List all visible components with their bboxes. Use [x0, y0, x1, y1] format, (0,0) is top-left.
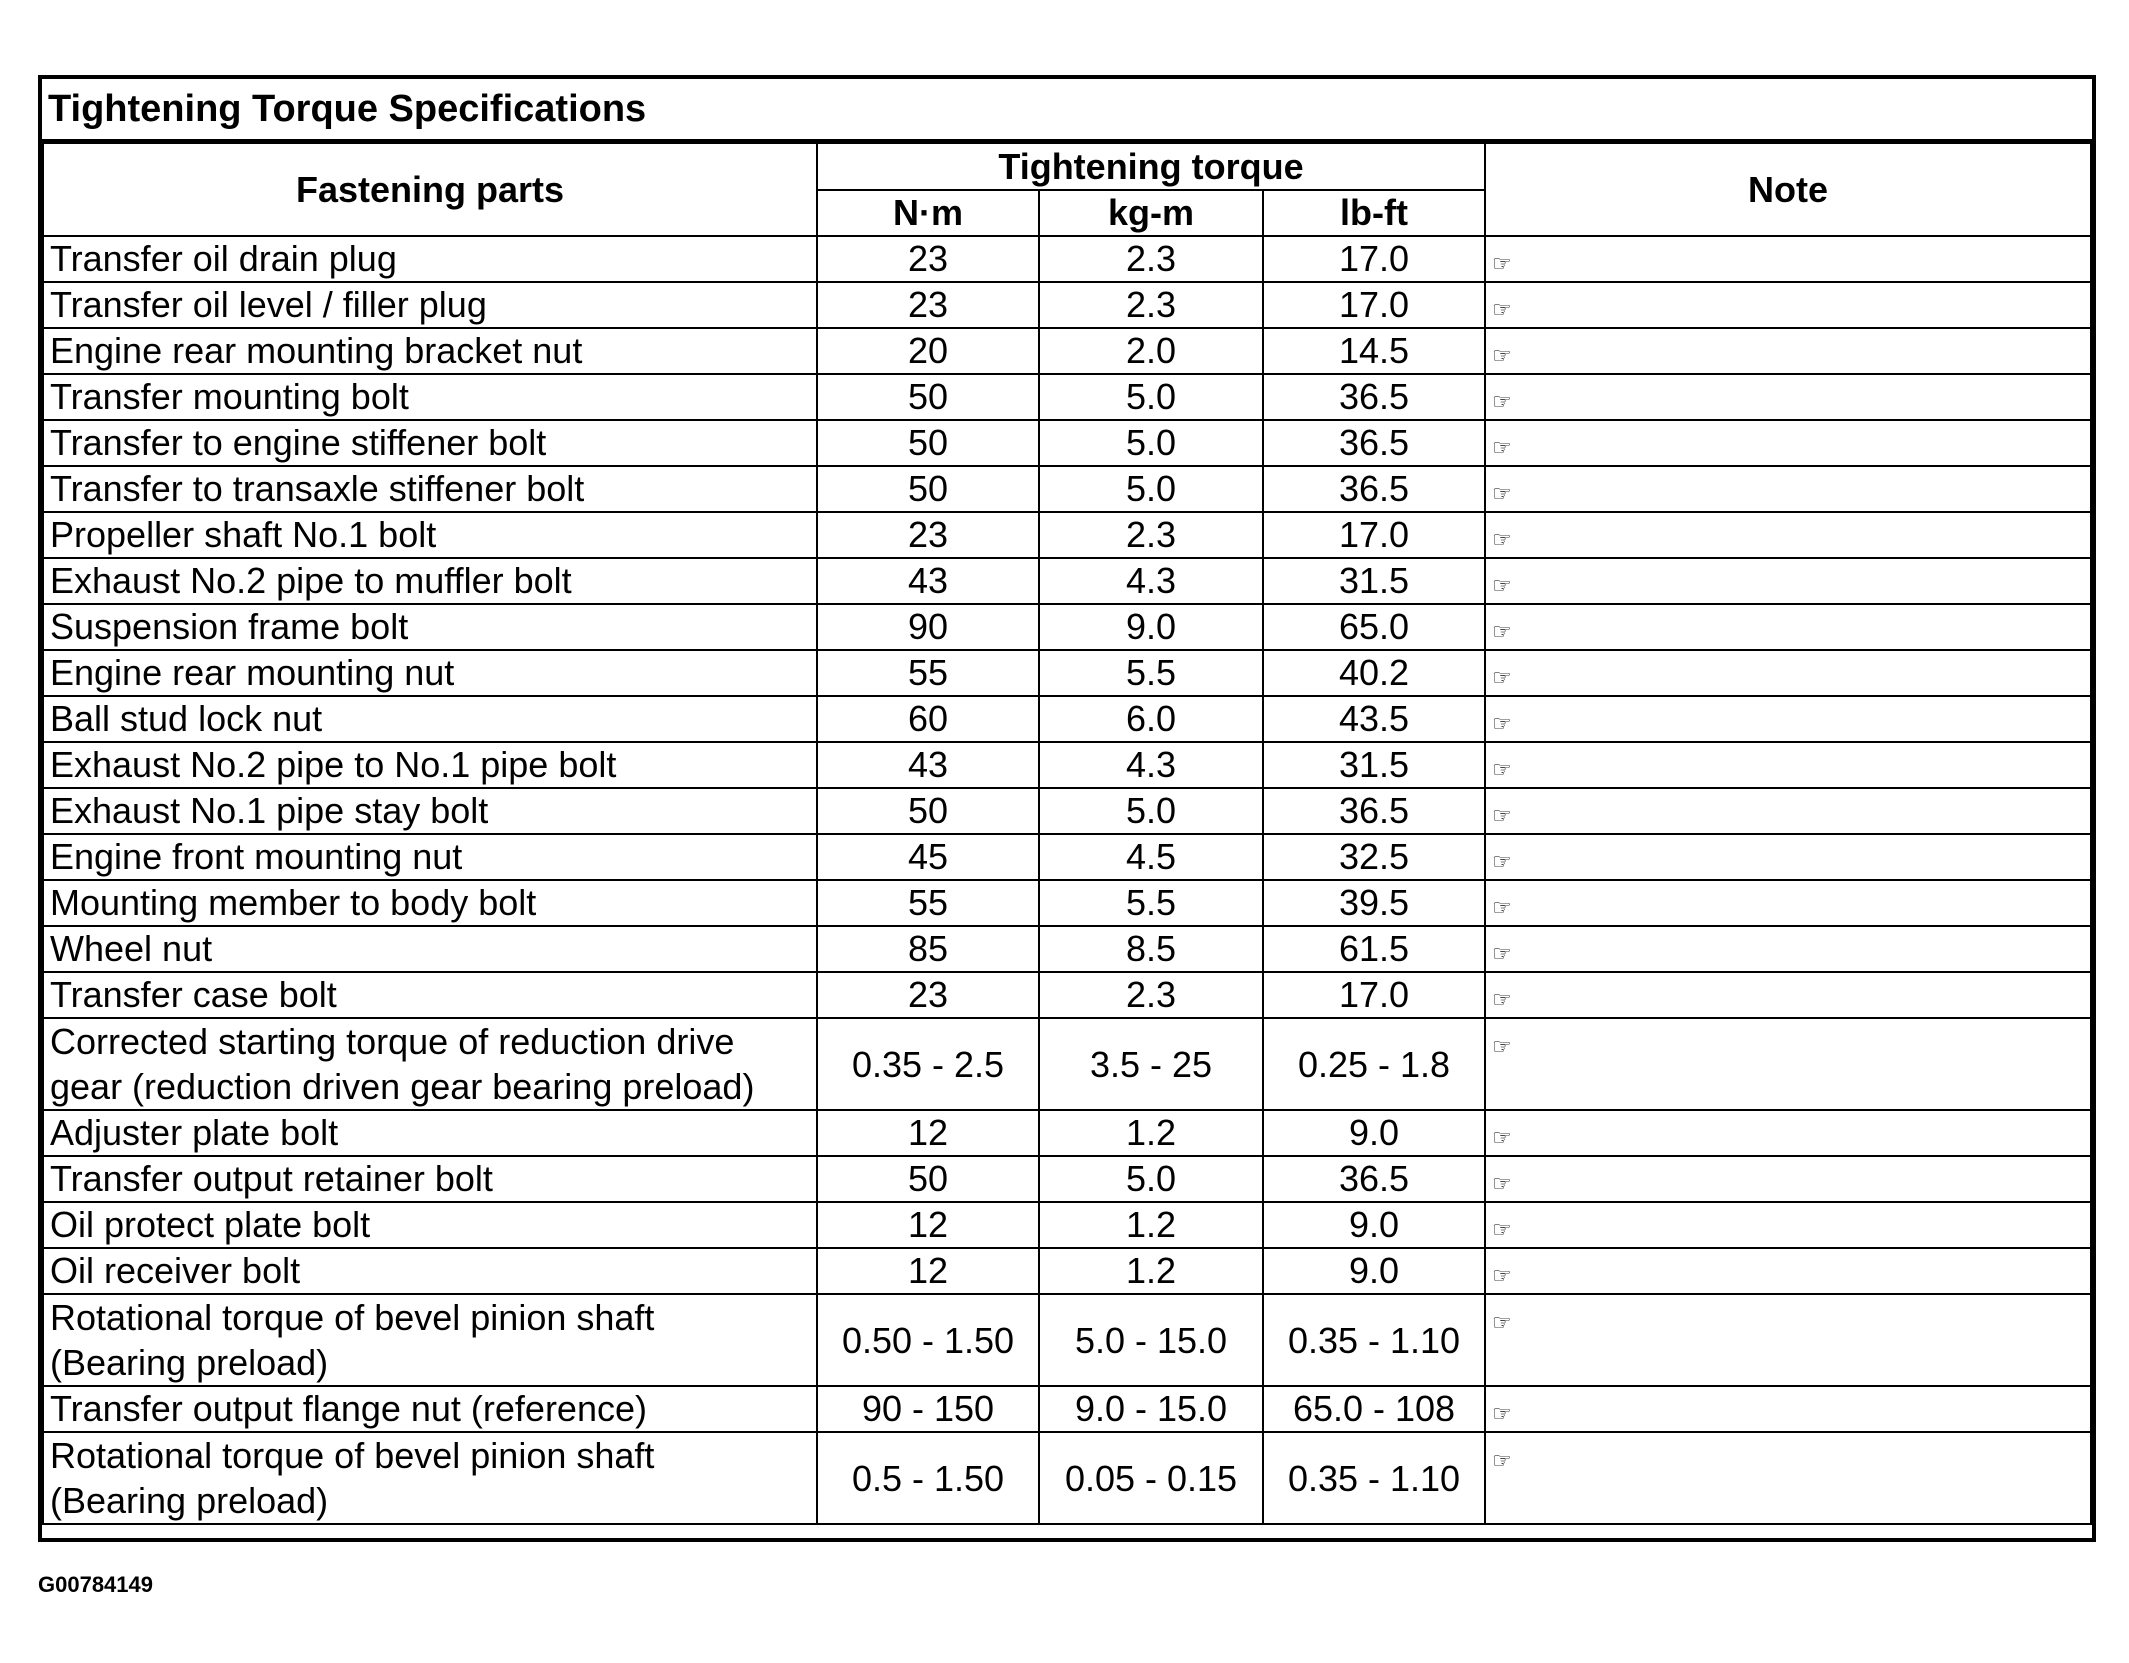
- torque-nm-cell: 50: [817, 420, 1039, 466]
- torque-kgm-cell: 8.5: [1039, 926, 1263, 972]
- torque-lbft-cell: 32.5: [1263, 834, 1485, 880]
- torque-lbft-cell: 31.5: [1263, 558, 1485, 604]
- fastening-part-text: Oil protect plate bolt: [50, 1204, 371, 1245]
- torque-nm-cell: 0.50 - 1.50: [817, 1294, 1039, 1386]
- torque-nm-cell: 90: [817, 604, 1039, 650]
- torque-nm-cell: 23: [817, 282, 1039, 328]
- header-nm: N·m: [817, 190, 1039, 236]
- table-row: [43, 926, 2091, 972]
- torque-kgm-cell: 5.0: [1039, 788, 1263, 834]
- fastening-part-text: Oil receiver bolt: [50, 1250, 301, 1291]
- table-row: [43, 1018, 2091, 1110]
- torque-kgm-cell: 5.0: [1039, 466, 1263, 512]
- table-title: Tightening Torque Specifications: [42, 79, 2092, 142]
- pointing-hand-icon: ☞: [1492, 1310, 1512, 1335]
- note-cell: [1485, 604, 2091, 650]
- note-cell: [1485, 374, 2091, 420]
- torque-lbft-cell: 36.5: [1263, 1156, 1485, 1202]
- torque-nm-cell: 20: [817, 328, 1039, 374]
- table-row: [43, 1386, 2091, 1432]
- torque-nm-cell: 12: [817, 1110, 1039, 1156]
- fastening-part-text: Engine front mounting nut: [50, 836, 463, 877]
- table-row: [43, 1202, 2091, 1248]
- fastening-part-text: Propeller shaft No.1 bolt: [50, 514, 437, 555]
- pointing-hand-icon: ☞: [1492, 803, 1512, 828]
- fastening-part-cell: [43, 926, 817, 972]
- torque-nm-cell: 60: [817, 696, 1039, 742]
- torque-kgm-cell: 4.3: [1039, 742, 1263, 788]
- header-kgm: kg-m: [1039, 190, 1263, 236]
- fastening-part-cell: [43, 1386, 817, 1432]
- torque-nm-cell: 90 - 150: [817, 1386, 1039, 1432]
- fastening-part-cell: [43, 420, 817, 466]
- pointing-hand-icon: ☞: [1492, 711, 1512, 736]
- fastening-part-cell: [43, 466, 817, 512]
- torque-lbft-cell: 9.0: [1263, 1110, 1485, 1156]
- torque-lbft-cell: 9.0: [1263, 1248, 1485, 1294]
- note-cell: [1485, 1110, 2091, 1156]
- torque-lbft-cell: 0.35 - 1.10: [1263, 1432, 1485, 1524]
- fastening-part-text-line2: (Bearing preload): [50, 1342, 329, 1383]
- fastening-part-text: Corrected starting torque of reduction drive: [50, 1021, 735, 1062]
- fastening-part-cell: [43, 1248, 817, 1294]
- pointing-hand-icon: ☞: [1492, 757, 1512, 782]
- fastening-part-text: Transfer output flange nut (reference): [50, 1388, 647, 1429]
- torque-kgm-cell: 0.05 - 0.15: [1039, 1432, 1263, 1524]
- torque-nm-cell: 23: [817, 512, 1039, 558]
- pointing-hand-icon: ☞: [1492, 435, 1512, 460]
- pointing-hand-icon: ☞: [1492, 1448, 1512, 1473]
- torque-lbft-cell: 36.5: [1263, 420, 1485, 466]
- table-row: [43, 466, 2091, 512]
- table-row: [43, 604, 2091, 650]
- torque-lbft-cell: 0.25 - 1.8: [1263, 1018, 1485, 1110]
- fastening-part-text: Exhaust No.2 pipe to muffler bolt: [50, 560, 572, 601]
- fastening-part-cell: [43, 650, 817, 696]
- table-row: [43, 1248, 2091, 1294]
- torque-kgm-cell: 2.3: [1039, 512, 1263, 558]
- torque-lbft-cell: 17.0: [1263, 972, 1485, 1018]
- torque-lbft-cell: 17.0: [1263, 236, 1485, 282]
- note-cell: [1485, 282, 2091, 328]
- table-row: [43, 788, 2091, 834]
- pointing-hand-icon: ☞: [1492, 481, 1512, 506]
- torque-lbft-cell: 0.35 - 1.10: [1263, 1294, 1485, 1386]
- torque-kgm-cell: 5.5: [1039, 650, 1263, 696]
- fastening-part-cell: [43, 604, 817, 650]
- table-row: [43, 328, 2091, 374]
- fastening-part-text: Rotational torque of bevel pinion shaft: [50, 1435, 655, 1476]
- torque-lbft-cell: 9.0: [1263, 1202, 1485, 1248]
- torque-nm-cell: 50: [817, 1156, 1039, 1202]
- table-row: [43, 420, 2091, 466]
- fastening-part-cell: [43, 558, 817, 604]
- table-row: [43, 1156, 2091, 1202]
- torque-kgm-cell: 2.3: [1039, 972, 1263, 1018]
- torque-kgm-cell: 1.2: [1039, 1248, 1263, 1294]
- table-row: [43, 742, 2091, 788]
- fastening-part-text-line2: (Bearing preload): [50, 1480, 329, 1521]
- torque-nm-cell: 12: [817, 1248, 1039, 1294]
- table-row: [43, 972, 2091, 1018]
- table-row: [43, 512, 2091, 558]
- table-row: [43, 1110, 2091, 1156]
- fastening-part-text: Transfer output retainer bolt: [50, 1158, 493, 1199]
- torque-lbft-cell: 65.0 - 108: [1263, 1386, 1485, 1432]
- torque-nm-cell: 45: [817, 834, 1039, 880]
- table-row: [43, 1294, 2091, 1386]
- figure-code: G00784149: [38, 1572, 153, 1597]
- table-row: [43, 374, 2091, 420]
- table-row: [43, 236, 2091, 282]
- table-body: [43, 236, 2091, 1524]
- torque-nm-cell: 23: [817, 236, 1039, 282]
- fastening-part-cell: [43, 696, 817, 742]
- torque-lbft-cell: 14.5: [1263, 328, 1485, 374]
- pointing-hand-icon: ☞: [1492, 1263, 1512, 1288]
- pointing-hand-icon: ☞: [1492, 987, 1512, 1012]
- pointing-hand-icon: ☞: [1492, 343, 1512, 368]
- fastening-part-text: Transfer to transaxle stiffener bolt: [50, 468, 585, 509]
- torque-nm-cell: 55: [817, 880, 1039, 926]
- torque-kgm-cell: 5.0 - 15.0: [1039, 1294, 1263, 1386]
- fastening-part-cell: [43, 1432, 817, 1524]
- fastening-part-cell: [43, 512, 817, 558]
- table-row: [43, 696, 2091, 742]
- torque-kgm-cell: 6.0: [1039, 696, 1263, 742]
- fastening-part-text: Transfer oil level / filler plug: [50, 284, 487, 325]
- note-cell: [1485, 1294, 2091, 1386]
- note-cell: [1485, 558, 2091, 604]
- fastening-part-cell: [43, 1202, 817, 1248]
- note-cell: [1485, 466, 2091, 512]
- fastening-part-cell: [43, 742, 817, 788]
- note-cell: [1485, 1432, 2091, 1524]
- note-cell: [1485, 420, 2091, 466]
- torque-kgm-cell: 5.0: [1039, 374, 1263, 420]
- pointing-hand-icon: ☞: [1492, 1401, 1512, 1426]
- note-cell: [1485, 1386, 2091, 1432]
- header-note: Note: [1485, 143, 2091, 236]
- fastening-part-cell: [43, 880, 817, 926]
- fastening-part-text: Ball stud lock nut: [50, 698, 323, 739]
- torque-nm-cell: 43: [817, 742, 1039, 788]
- fastening-part-text: Exhaust No.2 pipe to No.1 pipe bolt: [50, 744, 617, 785]
- fastening-part-text: Exhaust No.1 pipe stay bolt: [50, 790, 489, 831]
- torque-lbft-cell: 17.0: [1263, 512, 1485, 558]
- fastening-part-text: Adjuster plate bolt: [50, 1112, 339, 1153]
- torque-kgm-cell: 2.0: [1039, 328, 1263, 374]
- pointing-hand-icon: ☞: [1492, 1217, 1512, 1242]
- note-cell: [1485, 926, 2091, 972]
- note-cell: [1485, 1202, 2091, 1248]
- fastening-part-text: Engine rear mounting bracket nut: [50, 330, 583, 371]
- fastening-part-cell: [43, 1156, 817, 1202]
- fastening-part-text: Wheel nut: [50, 928, 213, 969]
- note-cell: [1485, 742, 2091, 788]
- fastening-part-cell: [43, 788, 817, 834]
- pointing-hand-icon: ☞: [1492, 849, 1512, 874]
- pointing-hand-icon: ☞: [1492, 1125, 1512, 1150]
- torque-table: [42, 142, 2092, 1525]
- pointing-hand-icon: ☞: [1492, 665, 1512, 690]
- torque-spec-table-frame: [38, 75, 2096, 1542]
- fastening-part-text: Transfer case bolt: [50, 974, 337, 1015]
- fastening-part-cell: [43, 1018, 817, 1110]
- note-cell: [1485, 650, 2091, 696]
- note-cell: [1485, 328, 2091, 374]
- pointing-hand-icon: ☞: [1492, 895, 1512, 920]
- fastening-part-cell: [43, 236, 817, 282]
- torque-kgm-cell: 5.0: [1039, 1156, 1263, 1202]
- pointing-hand-icon: ☞: [1492, 251, 1512, 276]
- pointing-hand-icon: ☞: [1492, 619, 1512, 644]
- torque-kgm-cell: 3.5 - 25: [1039, 1018, 1263, 1110]
- torque-kgm-cell: 4.5: [1039, 834, 1263, 880]
- torque-lbft-cell: 40.2: [1263, 650, 1485, 696]
- torque-nm-cell: 23: [817, 972, 1039, 1018]
- note-cell: [1485, 236, 2091, 282]
- pointing-hand-icon: ☞: [1492, 573, 1512, 598]
- torque-nm-cell: 85: [817, 926, 1039, 972]
- torque-kgm-cell: 2.3: [1039, 236, 1263, 282]
- fastening-part-text: Mounting member to body bolt: [50, 882, 537, 923]
- pointing-hand-icon: ☞: [1492, 389, 1512, 414]
- torque-nm-cell: 0.35 - 2.5: [817, 1018, 1039, 1110]
- torque-nm-cell: 50: [817, 374, 1039, 420]
- torque-kgm-cell: 1.2: [1039, 1202, 1263, 1248]
- torque-nm-cell: 55: [817, 650, 1039, 696]
- table-row: [43, 880, 2091, 926]
- note-cell: [1485, 880, 2091, 926]
- note-cell: [1485, 834, 2091, 880]
- fastening-part-cell: [43, 972, 817, 1018]
- torque-lbft-cell: 17.0: [1263, 282, 1485, 328]
- torque-kgm-cell: 9.0: [1039, 604, 1263, 650]
- torque-lbft-cell: 36.5: [1263, 374, 1485, 420]
- table-row: [43, 834, 2091, 880]
- fastening-part-text-line2: gear (reduction driven gear bearing preload): [50, 1066, 755, 1107]
- fastening-part-cell: [43, 834, 817, 880]
- torque-kgm-cell: 2.3: [1039, 282, 1263, 328]
- fastening-part-text: Transfer to engine stiffener bolt: [50, 422, 547, 463]
- pointing-hand-icon: ☞: [1492, 941, 1512, 966]
- table-row: [43, 558, 2091, 604]
- note-cell: [1485, 512, 2091, 558]
- fastening-part-cell: [43, 374, 817, 420]
- torque-nm-cell: 43: [817, 558, 1039, 604]
- fastening-part-text: Transfer oil drain plug: [50, 238, 397, 279]
- pointing-hand-icon: ☞: [1492, 1171, 1512, 1196]
- fastening-part-text: Transfer mounting bolt: [50, 376, 409, 417]
- torque-lbft-cell: 65.0: [1263, 604, 1485, 650]
- torque-nm-cell: 50: [817, 466, 1039, 512]
- note-cell: [1485, 788, 2091, 834]
- note-cell: [1485, 1248, 2091, 1294]
- torque-kgm-cell: 4.3: [1039, 558, 1263, 604]
- fastening-part-cell: [43, 282, 817, 328]
- table-row: [43, 650, 2091, 696]
- note-cell: [1485, 972, 2091, 1018]
- header-tightening-torque: Tightening torque: [817, 143, 1485, 190]
- torque-lbft-cell: 31.5: [1263, 742, 1485, 788]
- pointing-hand-icon: ☞: [1492, 1034, 1512, 1059]
- torque-lbft-cell: 36.5: [1263, 788, 1485, 834]
- note-cell: [1485, 1018, 2091, 1110]
- note-cell: [1485, 696, 2091, 742]
- torque-kgm-cell: 9.0 - 15.0: [1039, 1386, 1263, 1432]
- torque-kgm-cell: 1.2: [1039, 1110, 1263, 1156]
- table-row: [43, 1432, 2091, 1524]
- table-row: [43, 282, 2091, 328]
- torque-nm-cell: 50: [817, 788, 1039, 834]
- fastening-part-text: Suspension frame bolt: [50, 606, 409, 647]
- torque-nm-cell: 0.5 - 1.50: [817, 1432, 1039, 1524]
- torque-lbft-cell: 39.5: [1263, 880, 1485, 926]
- note-cell: [1485, 1156, 2091, 1202]
- fastening-part-cell: [43, 1294, 817, 1386]
- pointing-hand-icon: ☞: [1492, 297, 1512, 322]
- torque-nm-cell: 12: [817, 1202, 1039, 1248]
- pointing-hand-icon: ☞: [1492, 527, 1512, 552]
- torque-lbft-cell: 43.5: [1263, 696, 1485, 742]
- header-fastening-parts: Fastening parts: [43, 143, 817, 236]
- header-lbft: lb-ft: [1263, 190, 1485, 236]
- fastening-part-text: Engine rear mounting nut: [50, 652, 455, 693]
- fastening-part-cell: [43, 328, 817, 374]
- torque-kgm-cell: 5.0: [1039, 420, 1263, 466]
- fastening-part-cell: [43, 1110, 817, 1156]
- torque-lbft-cell: 36.5: [1263, 466, 1485, 512]
- torque-lbft-cell: 61.5: [1263, 926, 1485, 972]
- torque-kgm-cell: 5.5: [1039, 880, 1263, 926]
- fastening-part-text: Rotational torque of bevel pinion shaft: [50, 1297, 655, 1338]
